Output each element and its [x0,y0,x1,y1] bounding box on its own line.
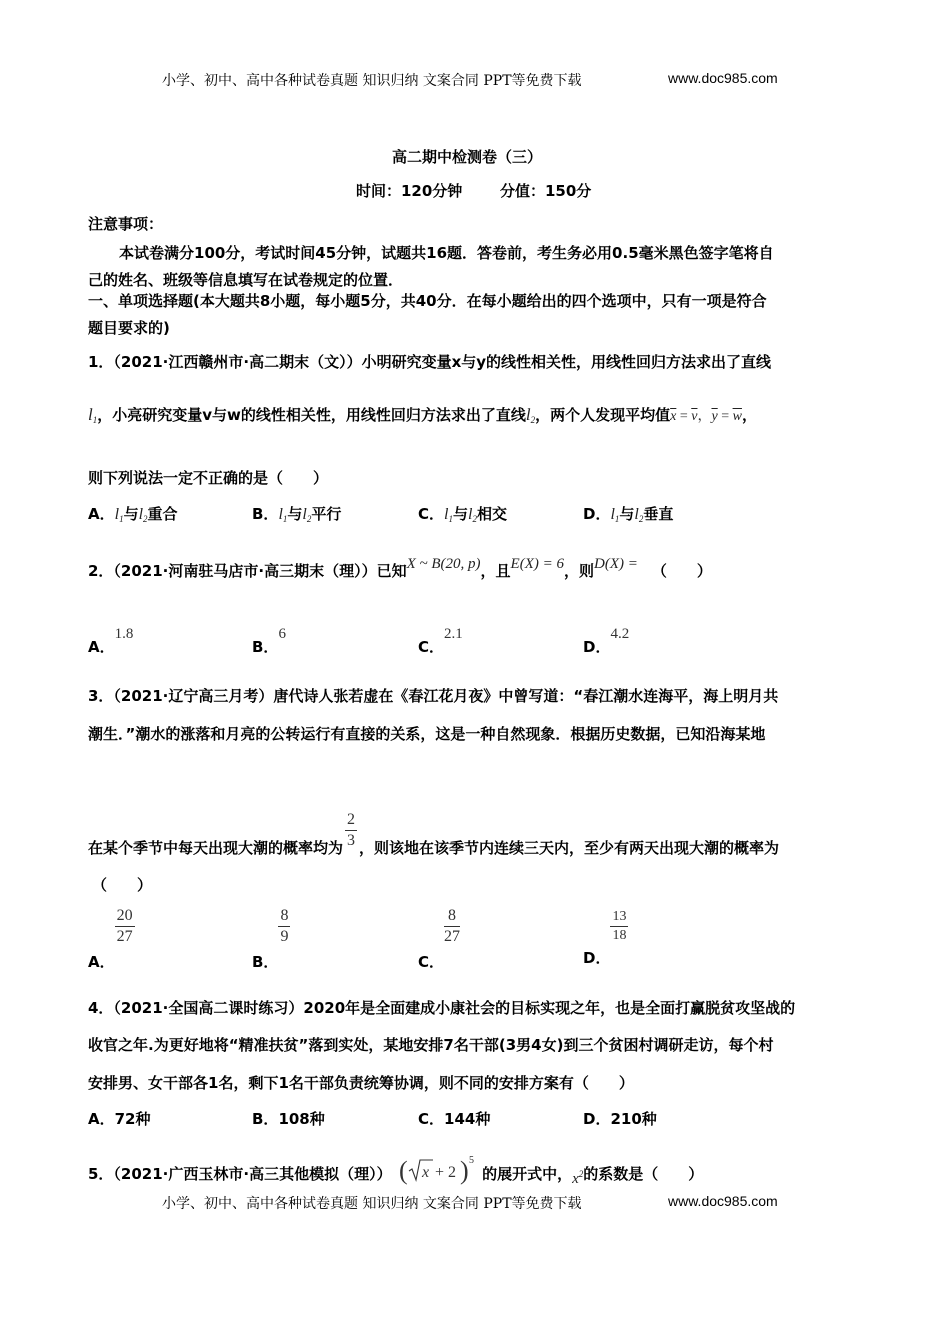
q1-option-a[interactable]: A．$l_1$与$l_2$重合 [88,505,178,524]
q1-line-3: 则下列说法一定不正确的是（ ） [88,469,329,487]
distribution-math: X ~ B(20, p) [406,556,481,572]
svg-text:5: 5 [468,1155,474,1166]
expectation-math: E(X) = 6 [510,556,564,572]
q1-option-b[interactable]: B．$l_1$与$l_2$平行 [252,505,342,524]
q1-line-2: $l_1$，小亮研究变量v与w的线性相关性，用线性回归方法求出了直线$l_2$，两个人发现平均值$\overline{x} = \overline{v}$，$\overline{y} = \overline{w}$， [88,405,757,425]
footer-text: 小学、初中、高中各种试卷真题 知识归纳 文案合同 PPT等免费下载 [162,1196,582,1212]
q1-option-d[interactable]: D．$l_1$与$l_2$垂直 [583,505,674,524]
q2-stem: 2．（2021·河南驻马店市·高三期末（理））已知X ~ B(20, p)，且E(X) = 6，则D(X) = （ ） [88,556,712,580]
q3-option-d[interactable]: D． $\frac{13}{18}$ [583,909,627,967]
q3-line-1: 3．（2021·辽宁高三月考）唐代诗人张若虚在《春江花月夜》中曾写道：“春江潮水连海平，海上明月共 [88,687,779,705]
q1-line-1: 1．（2021·江西赣州市·高二期末（文））小明研究变量x与y的线性相关性，用线性回归方法求出了直线 [88,353,772,371]
q3-fraction: $\frac{2}{3}$ [347,811,356,849]
notes-line-2: 己的姓名、班级等信息填写在试卷规定的位置． [88,271,404,289]
q4-line-3: 安排男、女干部各1名，剩下1名干部负责统筹协调，则不同的安排方案有（ ） [88,1074,634,1092]
section-heading-line-2: 题目要求的) [88,319,170,337]
q4-line-2: 收官之年.为更好地将“精准扶贫”落到实处，某地安排7名干部(3男4女)到三个贫困村调研走访，每个村 [88,1036,774,1054]
q2-option-c[interactable]: C．2.1 [418,626,463,656]
q2-option-a[interactable]: A．1.8 [88,626,134,656]
l2-math: $l_2$ [525,405,536,425]
q3-answer-paren: （ ） [92,876,153,894]
variance-math: D(X) = [594,556,638,572]
q2-option-d[interactable]: D．4.2 [583,626,630,656]
q4-line-1: 4．（2021·全国高二课时练习）2020年是全面建成小康社会的目标实现之年，也是全面打赢脱贫攻坚战的 [88,999,796,1017]
svg-text:): ) [459,1156,469,1185]
x-squared-math: $x^2$ [572,1169,584,1187]
page-title: 高二期中检测卷（三） [392,148,543,166]
header-text: 小学、初中、高中各种试卷真题 知识归纳 文案合同 PPT等免费下载 [162,73,582,89]
q4-option-b[interactable]: B．108种 [252,1110,325,1128]
q5-stem: 5．（2021·广西玉林市·高三其他模拟（理）） ( x + 2 ) 5 的展开式中，$x^2$的系数是（ ） [88,1155,704,1187]
q3-option-b[interactable]: B． $\frac{8}{9}$ [252,907,289,971]
q3-line-2: 潮生．”潮水的涨落和月亮的公转运行有直接的关系，这是一种自然现象．根据历史数据，已知沿海某地 [88,725,766,743]
svg-text:+ 2: + 2 [434,1164,456,1181]
mean-equality-math: $\overline{x} = \overline{v}$，$\overline{y} = \overline{w}$ [670,409,742,424]
svg-text:(: ( [398,1156,408,1185]
q4-option-a[interactable]: A．72种 [88,1110,151,1128]
q2-option-b[interactable]: B．6 [252,626,286,656]
q3-line-3: 在某个季节中每天出现大潮的概率均为 $\frac{2}{3}$ ，则该地在该季节内连续三天内，至少有两天出现大潮的概率为 [88,811,780,857]
binomial-expression-svg [399,1155,475,1187]
score-label: 分值：150分 [500,182,592,200]
q1-option-c[interactable]: C．$l_1$与$l_2$相交 [418,505,507,524]
footer-site[interactable]: www.doc985.com [668,1193,778,1209]
q3-option-c[interactable]: C． $\frac{8}{27}$ [418,907,461,971]
q3-option-a[interactable]: A． $\frac{20}{27}$ [88,907,133,971]
q4-option-d[interactable]: D．210种 [583,1110,657,1128]
svg-text:x: x [421,1164,429,1181]
notes-line-1: 本试卷满分100分，考试时间45分钟，试题共16题．答卷前，考生务必用0.5毫米黑色签字笔将自 [119,244,774,262]
l1-math: $l_1$ [88,405,98,425]
binomial-expression-math [399,1155,475,1187]
q4-option-c[interactable]: C．144种 [418,1110,491,1128]
section-heading-line-1: 一、单项选择题(本大题共8小题，每小题5分，共40分．在每小题给出的四个选项中，只有一项是符合 [88,292,767,310]
notes-heading: 注意事项： [88,215,164,233]
time-label: 时间：120分钟 [356,182,463,200]
header-site[interactable]: www.doc985.com [668,70,778,86]
